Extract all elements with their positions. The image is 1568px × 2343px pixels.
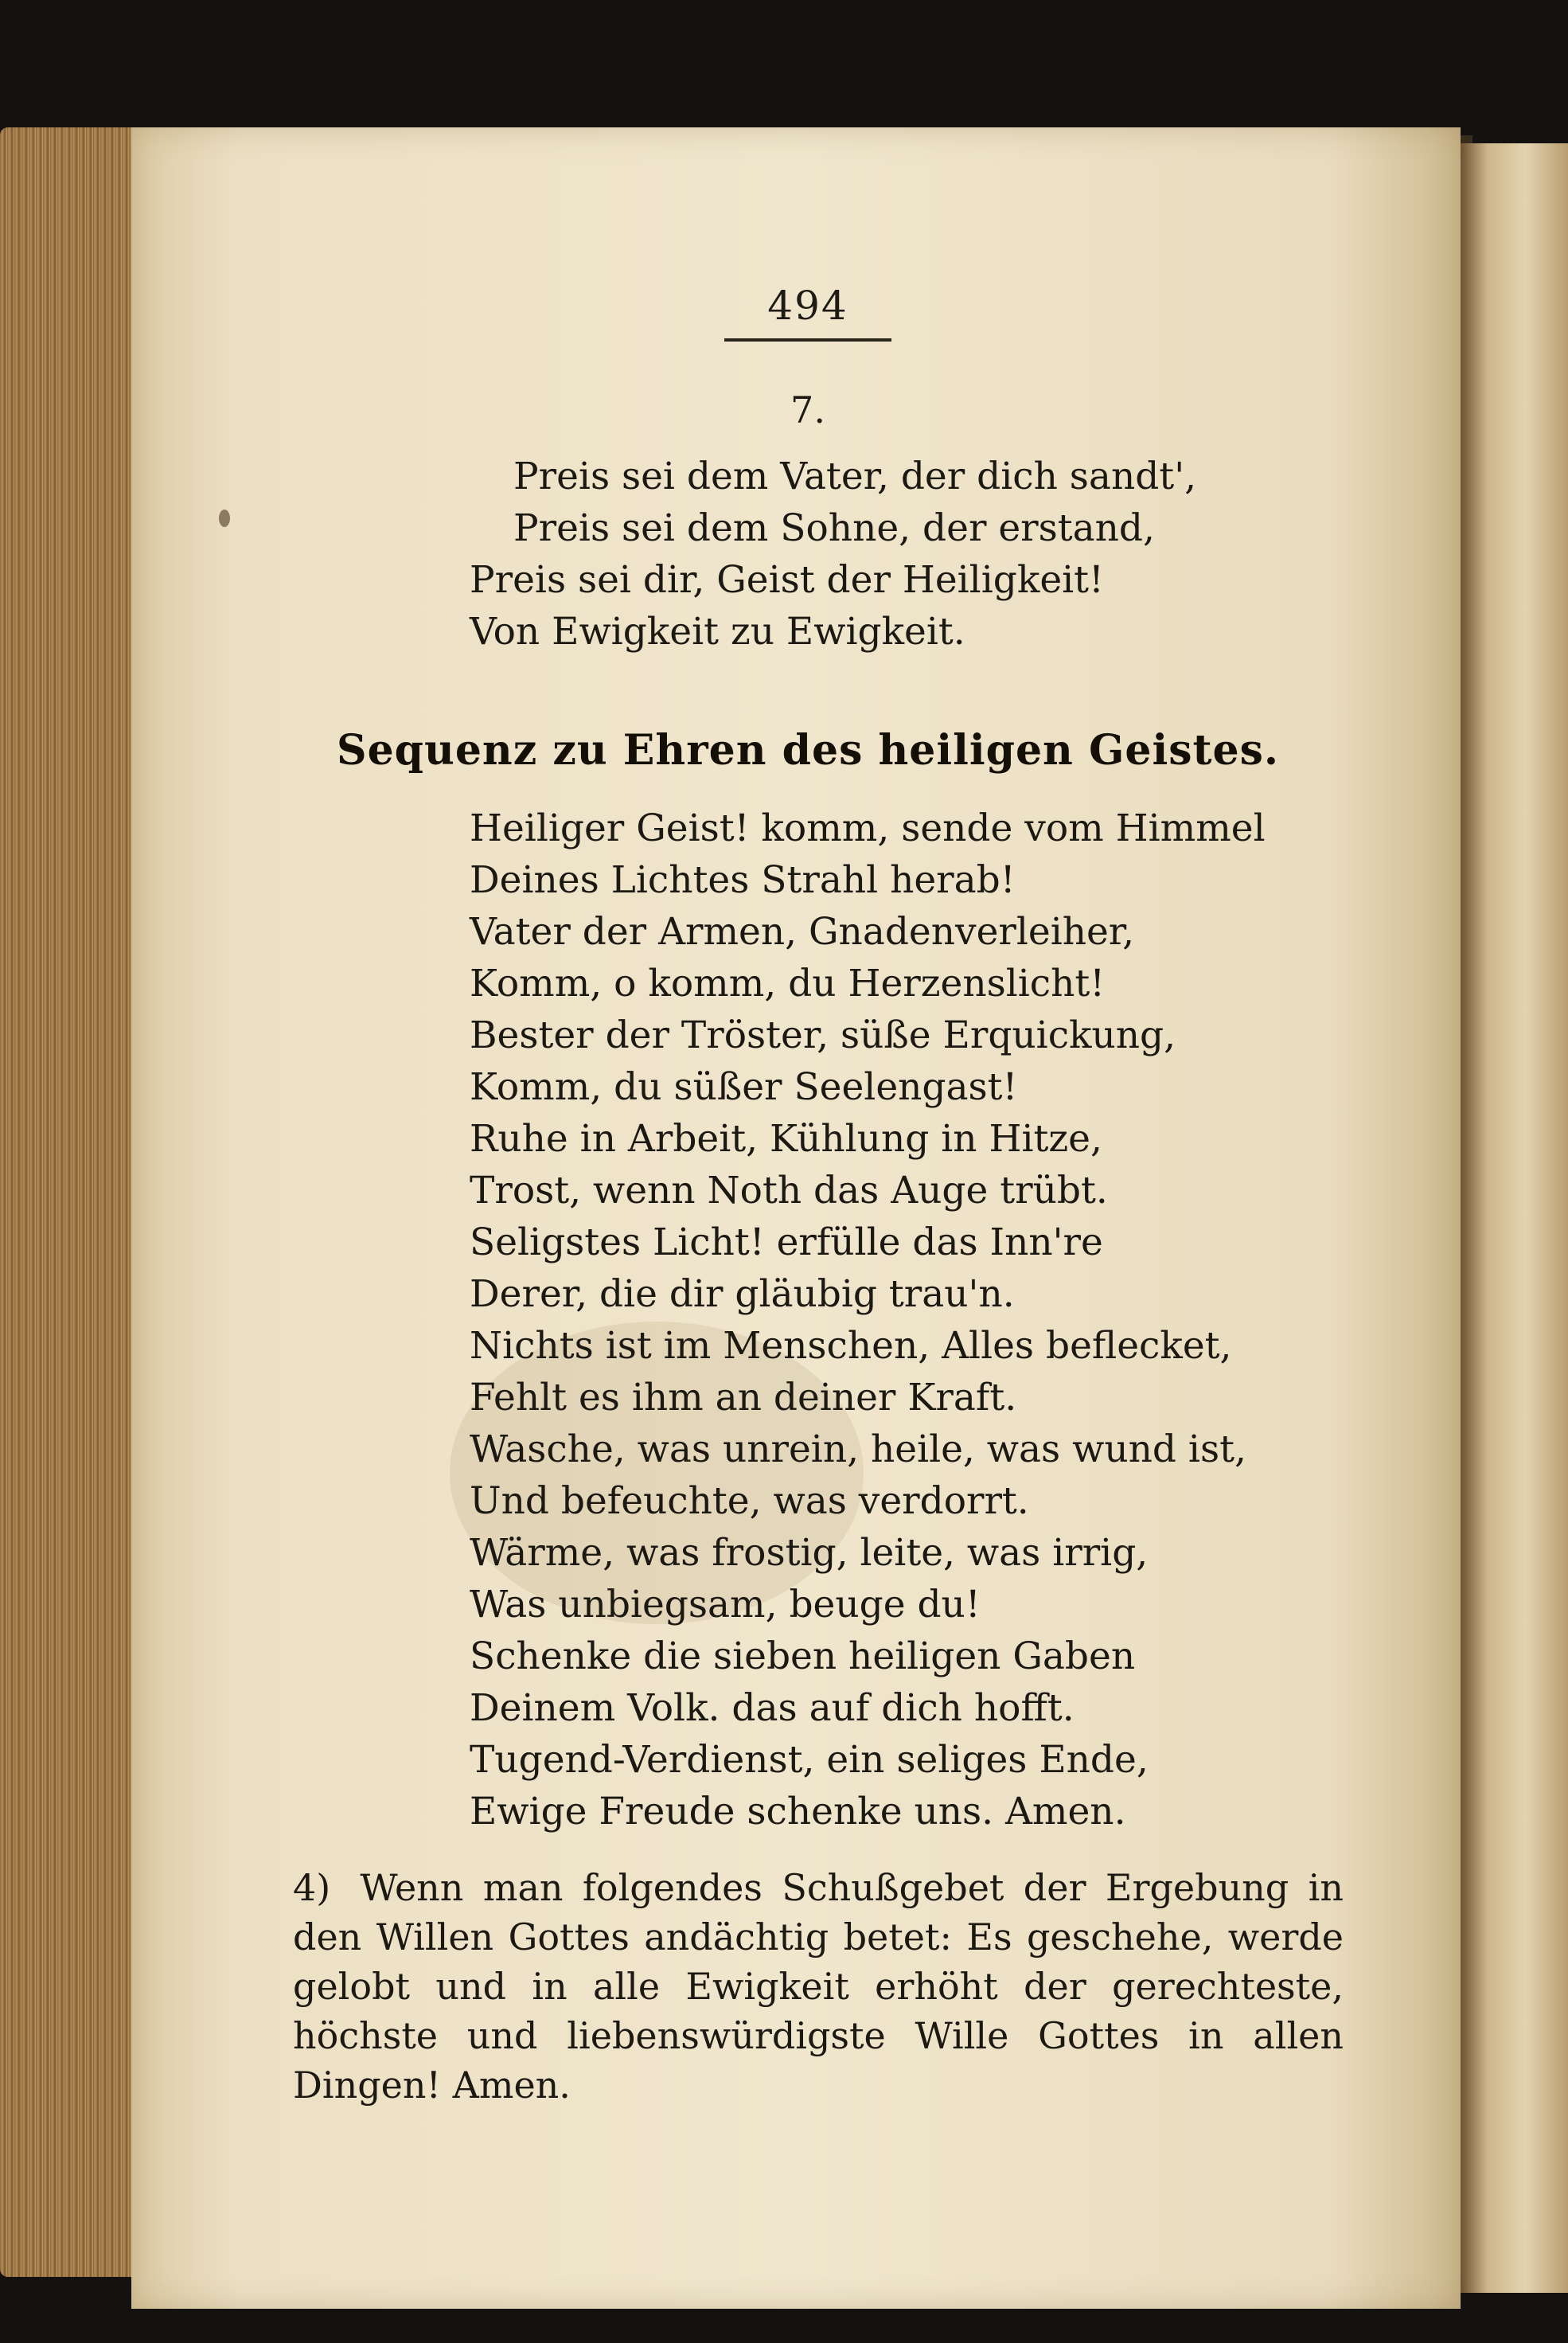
- stanza-number: 7.: [790, 389, 825, 432]
- sequence-line: Derer, die dir gläubig trau'n.: [470, 1272, 1015, 1316]
- sequence-line: Und befeuchte, was verdorrt.: [470, 1479, 1029, 1523]
- sequence-line: Wasche, was unrein, heile, was wund ist,: [470, 1427, 1246, 1471]
- sequence-line: Komm, o komm, du Herzenslicht!: [470, 962, 1106, 1006]
- sequence-line: Vater der Armen, Gnadenverleiher,: [470, 910, 1135, 954]
- sequence-line: Fehlt es ihm an deiner Kraft.: [470, 1376, 1017, 1419]
- sequence-line: Heiliger Geist! komm, sende vom Himmel: [470, 806, 1266, 850]
- sequence-line: Ewige Freude schenke uns. Amen.: [470, 1790, 1126, 1833]
- ink-spot: [219, 510, 230, 527]
- prayer-paragraph: [293, 1863, 1344, 2110]
- sequence-line: Deinem Volk. das auf dich hofft.: [470, 1686, 1075, 1730]
- next-page-edge: [1461, 143, 1568, 2293]
- sequence-line: Nichts ist im Menschen, Alles beflecket,: [470, 1324, 1232, 1368]
- paragraph-text: Wenn man folgendes Schußgebet der Ergebung in den Willen Gottes andächtig betet: Es geschehe, werde gelobt und in alle Ewigkeit erhöht der gerechteste, höchste und liebenswürdigste Wille Gottes in allen Dingen! Amen.: [293, 1866, 1344, 2107]
- sequence-line: Tugend-Verdienst, ein seliges Ende,: [470, 1738, 1149, 1782]
- sequence-line: Ruhe in Arbeit, Kühlung in Hitze,: [470, 1117, 1102, 1161]
- stanza-line: Preis sei dem Vater, der dich sandt',: [513, 455, 1197, 498]
- stanza-line: Preis sei dem Sohne, der erstand,: [513, 506, 1155, 550]
- sequence-line: Wärme, was frostig, leite, was irrig,: [470, 1531, 1149, 1575]
- paragraph-number: 4): [293, 1866, 331, 1909]
- sequence-line: Komm, du süßer Seelengast!: [470, 1065, 1018, 1109]
- sequence-line: Schenke die sieben heiligen Gaben: [470, 1634, 1136, 1678]
- stanza-line: Preis sei dir, Geist der Heiligkeit!: [470, 558, 1104, 602]
- sequence-line: Trost, wenn Noth das Auge trübt.: [470, 1169, 1108, 1213]
- sequence-line: Seligstes Licht! erfülle das Inn're: [470, 1220, 1103, 1264]
- sequence-line: Bester der Tröster, süße Erquickung,: [470, 1013, 1176, 1057]
- page-edges: [0, 127, 139, 2277]
- header-rule: [724, 338, 891, 342]
- page-number: 494: [767, 283, 848, 329]
- stanza-line: Von Ewigkeit zu Ewigkeit.: [470, 610, 965, 654]
- sequence-line: Was unbiegsam, beuge du!: [470, 1583, 981, 1626]
- sequence-title: Sequenz zu Ehren des heiligen Geistes.: [337, 726, 1279, 775]
- sequence-line: Deines Lichtes Strahl herab!: [470, 858, 1016, 902]
